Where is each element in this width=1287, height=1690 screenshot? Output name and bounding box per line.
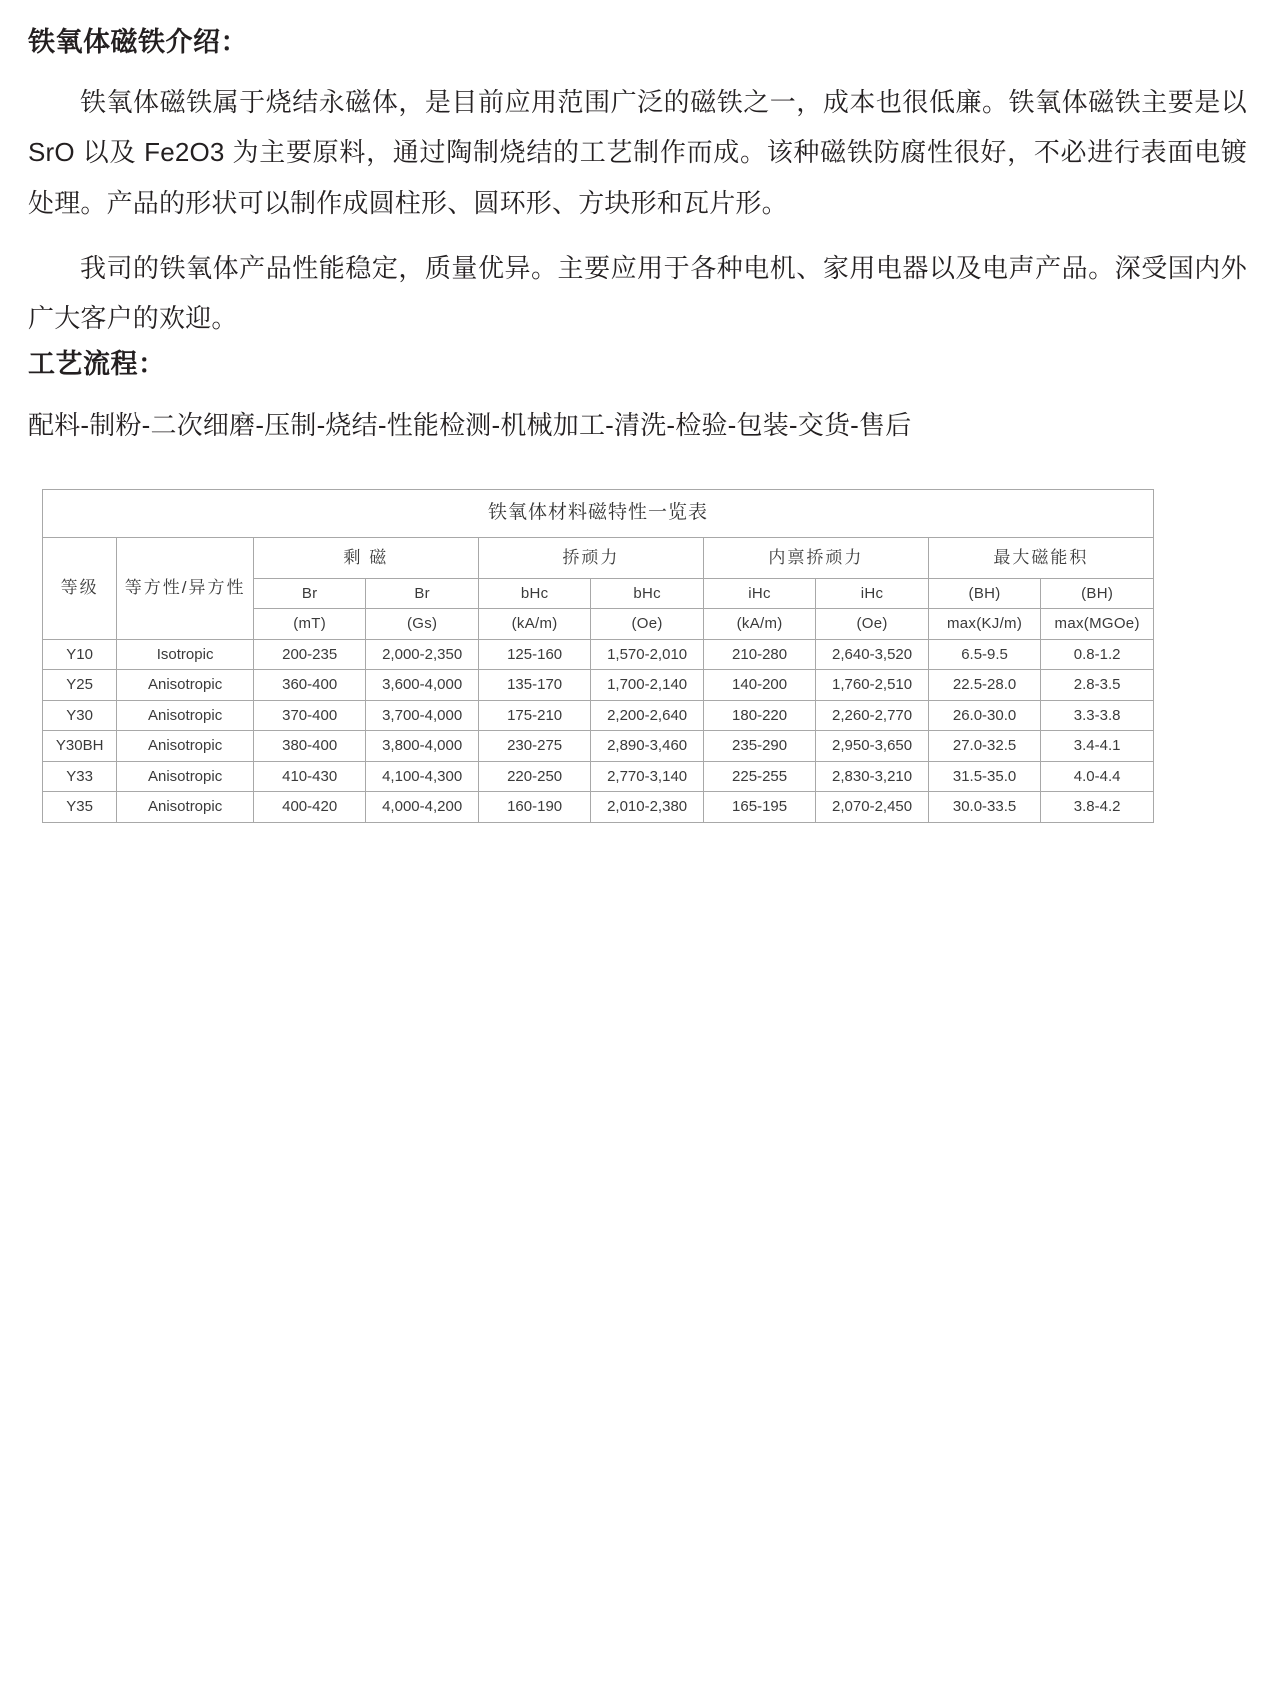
document-content xyxy=(0,0,1287,823)
cell-value: 3.8-4.2 xyxy=(1041,792,1154,823)
symbol-cell: (BH) xyxy=(1041,578,1154,609)
cell-value: 135-170 xyxy=(478,670,590,701)
table-row xyxy=(43,639,1154,670)
cell-isotropy: Anisotropic xyxy=(117,792,254,823)
cell-isotropy: Isotropic xyxy=(117,639,254,670)
cell-value: 230-275 xyxy=(478,731,590,762)
cell-value: 2,200-2,640 xyxy=(591,700,703,731)
table-group-header-row xyxy=(43,537,1154,578)
cell-value: 160-190 xyxy=(478,792,590,823)
cell-value: 2,830-3,210 xyxy=(816,761,928,792)
cell-value: 2,770-3,140 xyxy=(591,761,703,792)
cell-value: 27.0-32.5 xyxy=(928,731,1040,762)
unit-cell: (kA/m) xyxy=(703,609,815,640)
unit-cell: (Gs) xyxy=(366,609,478,640)
header-remanence: 剩 磁 xyxy=(253,537,478,578)
cell-value: 360-400 xyxy=(253,670,365,701)
cell-grade: Y10 xyxy=(43,639,117,670)
cell-value: 22.5-28.0 xyxy=(928,670,1040,701)
cell-value: 3,700-4,000 xyxy=(366,700,478,731)
symbol-cell: iHc xyxy=(703,578,815,609)
cell-value: 220-250 xyxy=(478,761,590,792)
unit-cell: (kA/m) xyxy=(478,609,590,640)
cell-isotropy: Anisotropic xyxy=(117,670,254,701)
cell-value: 3.3-3.8 xyxy=(1041,700,1154,731)
cell-value: 3,600-4,000 xyxy=(366,670,478,701)
cell-value: 2,000-2,350 xyxy=(366,639,478,670)
header-isotropy: 等方性/异方性 xyxy=(117,537,254,639)
table-row xyxy=(43,731,1154,762)
symbol-cell: (BH) xyxy=(928,578,1040,609)
intro-paragraph-1: 铁氧体磁铁属于烧结永磁体，是目前应用范围广泛的磁铁之一，成本也很低廉。铁氧体磁铁主要是以 SrO 以及 Fe2O3 为主要原料，通过陶制烧结的工艺制作而成。该种磁铁防腐性很好，不必进行表面电镀处理。产品的形状可以制作成圆柱形、圆环形、方块形和瓦片形。 xyxy=(28,86,1247,218)
cell-value: 31.5-35.0 xyxy=(928,761,1040,792)
cell-value: 3,800-4,000 xyxy=(366,731,478,762)
cell-value: 4,100-4,300 xyxy=(366,761,478,792)
cell-value: 0.8-1.2 xyxy=(1041,639,1154,670)
symbol-cell: iHc xyxy=(816,578,928,609)
cell-value: 175-210 xyxy=(478,700,590,731)
header-coercivity: 挢顽力 xyxy=(478,537,703,578)
cell-grade: Y30BH xyxy=(43,731,117,762)
unit-cell: max(KJ/m) xyxy=(928,609,1040,640)
cell-value: 125-160 xyxy=(478,639,590,670)
cell-grade: Y25 xyxy=(43,670,117,701)
cell-value: 2,260-2,770 xyxy=(816,700,928,731)
cell-value: 2,890-3,460 xyxy=(591,731,703,762)
cell-isotropy: Anisotropic xyxy=(117,761,254,792)
cell-value: 370-400 xyxy=(253,700,365,731)
cell-value: 30.0-33.5 xyxy=(928,792,1040,823)
table-row xyxy=(43,761,1154,792)
cell-value: 225-255 xyxy=(703,761,815,792)
unit-cell: (Oe) xyxy=(591,609,703,640)
table-row xyxy=(43,792,1154,823)
cell-value: 4.0-4.4 xyxy=(1041,761,1154,792)
cell-value: 235-290 xyxy=(703,731,815,762)
cell-value: 1,760-2,510 xyxy=(816,670,928,701)
cell-value: 2,950-3,650 xyxy=(816,731,928,762)
spec-table-container xyxy=(42,489,1154,823)
section-heading-process: 工艺流程： xyxy=(28,348,166,379)
cell-value: 1,700-2,140 xyxy=(591,670,703,701)
cell-value: 3.4-4.1 xyxy=(1041,731,1154,762)
cell-value: 2,010-2,380 xyxy=(591,792,703,823)
unit-cell: (Oe) xyxy=(816,609,928,640)
cell-value: 200-235 xyxy=(253,639,365,670)
cell-value: 180-220 xyxy=(703,700,815,731)
cell-value: 165-195 xyxy=(703,792,815,823)
ferrite-spec-table xyxy=(42,489,1154,823)
cell-isotropy: Anisotropic xyxy=(117,700,254,731)
cell-value: 410-430 xyxy=(253,761,365,792)
cell-grade: Y30 xyxy=(43,700,117,731)
cell-grade: Y35 xyxy=(43,792,117,823)
header-energy-product: 最大磁能积 xyxy=(928,537,1153,578)
cell-value: 380-400 xyxy=(253,731,365,762)
cell-value: 4,000-4,200 xyxy=(366,792,478,823)
cell-value: 2,070-2,450 xyxy=(816,792,928,823)
header-grade: 等级 xyxy=(43,537,117,639)
table-row xyxy=(43,700,1154,731)
unit-cell: max(MGOe) xyxy=(1041,609,1154,640)
table-row xyxy=(43,670,1154,701)
intro-paragraph-2: 我司的铁氧体产品性能稳定，质量优异。主要应用于各种电机、家用电器以及电声产品。深受国内外广大客户的欢迎。 xyxy=(28,252,1247,334)
cell-value: 400-420 xyxy=(253,792,365,823)
cell-value: 6.5-9.5 xyxy=(928,639,1040,670)
symbol-cell: bHc xyxy=(478,578,590,609)
section-heading-intro: 铁氧体磁铁介绍： xyxy=(28,27,248,57)
cell-value: 140-200 xyxy=(703,670,815,701)
symbol-cell: Br xyxy=(366,578,478,609)
unit-cell: (mT) xyxy=(253,609,365,640)
cell-value: 1,570-2,010 xyxy=(591,639,703,670)
cell-value: 210-280 xyxy=(703,639,815,670)
cell-grade: Y33 xyxy=(43,761,117,792)
table-title-row xyxy=(43,490,1154,538)
symbol-cell: Br xyxy=(253,578,365,609)
cell-value: 26.0-30.0 xyxy=(928,700,1040,731)
cell-value: 2,640-3,520 xyxy=(816,639,928,670)
cell-value: 2.8-3.5 xyxy=(1041,670,1154,701)
cell-isotropy: Anisotropic xyxy=(117,731,254,762)
process-flow-text: 配料-制粉-二次细磨-压制-烧结-性能检测-机械加工-清洗-检验-包装-交货-售后 xyxy=(28,410,912,441)
header-intrinsic-coercivity: 内禀挢顽力 xyxy=(703,537,928,578)
symbol-cell: bHc xyxy=(591,578,703,609)
table-title: 铁氧体材料磁特性一览表 xyxy=(43,490,1154,538)
